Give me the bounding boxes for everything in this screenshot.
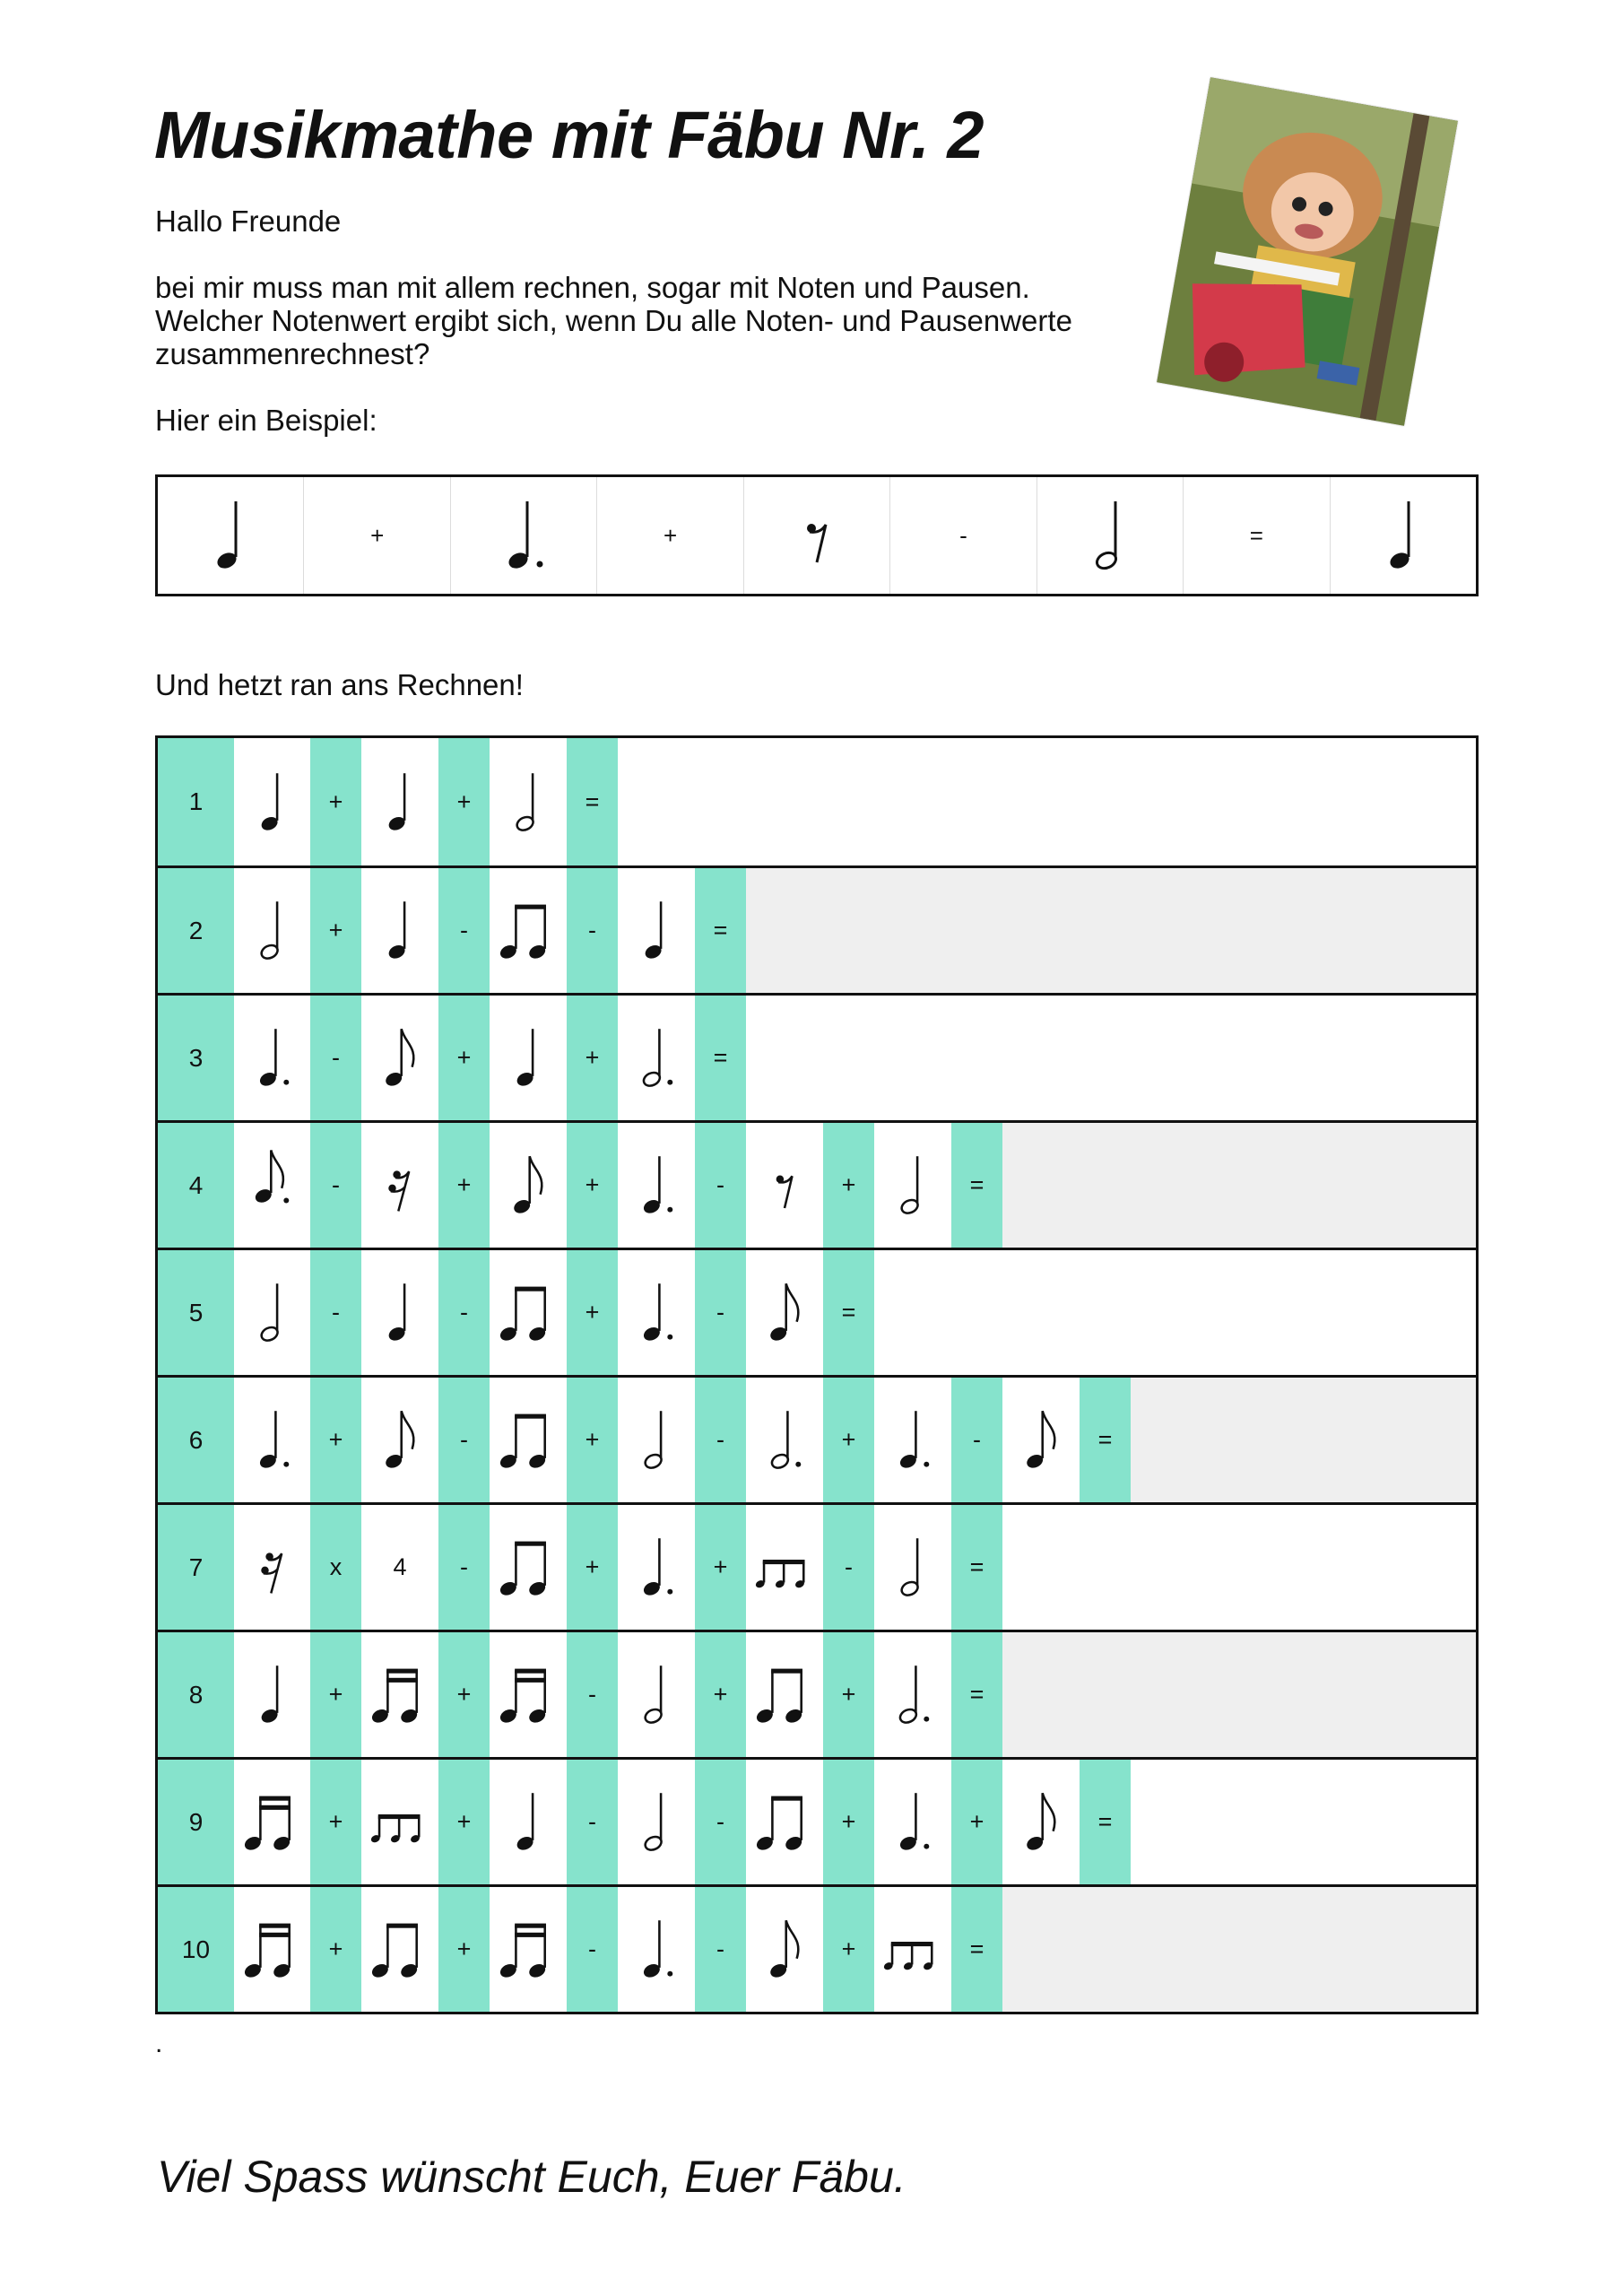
- row-number: 4: [158, 1123, 234, 1248]
- intro-line-3: zusammenrechnest?: [155, 337, 430, 370]
- half-note: [234, 1250, 310, 1375]
- minus-sign: -: [695, 1123, 746, 1248]
- triplet-3-note: [361, 1760, 438, 1884]
- row-number: 1: [158, 738, 234, 865]
- beamed-eighths-2-note: [361, 1887, 438, 2012]
- plus-sign: +: [951, 1760, 1002, 1884]
- beamed-sixteenths-2-note: [361, 1632, 438, 1757]
- minus-sign: -: [310, 1123, 361, 1248]
- eighth-note: [490, 1123, 567, 1248]
- greeting: Hallo Freunde: [155, 204, 342, 238]
- plus-sign: +: [310, 1378, 361, 1502]
- closing-line: Viel Spass wünscht Euch, Euer Fäbu.: [157, 2152, 906, 2202]
- dotted-quarter-note: [234, 1378, 310, 1502]
- row-number: 10: [158, 1887, 234, 2012]
- example-quarter-note: [158, 477, 304, 594]
- eighth-note: [746, 1887, 823, 2012]
- minus-sign: -: [567, 1760, 618, 1884]
- plus-sign: +: [695, 1505, 746, 1630]
- exercise-row-5: [158, 1248, 1476, 1375]
- plus-sign: +: [438, 1632, 490, 1757]
- times-sign: x: [310, 1505, 361, 1630]
- plus-sign: +: [310, 868, 361, 993]
- plus-sign: +: [438, 738, 490, 865]
- beamed-sixteenths-2-note: [234, 1760, 310, 1884]
- quarter-note: [234, 1632, 310, 1757]
- minus-sign: -: [823, 1505, 874, 1630]
- eighth-note: [1002, 1378, 1080, 1502]
- task-label: Und hetzt ran ans Rechnen!: [155, 668, 524, 701]
- beamed-eighths-2-note: [746, 1632, 823, 1757]
- minus-sign: -: [567, 1632, 618, 1757]
- intro-line-2: Welcher Notenwert ergibt sich, wenn Du alle Noten- und Pausenwerte: [155, 304, 1072, 337]
- equals-sign: =: [1080, 1378, 1131, 1502]
- example-plus-sign: [304, 477, 450, 594]
- plus-sign: +: [567, 1378, 618, 1502]
- answer-field[interactable]: [1131, 1378, 1476, 1502]
- half-note: [874, 1123, 951, 1248]
- row-number: 5: [158, 1250, 234, 1375]
- sixteenth-rest-note: [361, 1123, 438, 1248]
- dotted-quarter-note: [874, 1760, 951, 1884]
- minus-sign: -: [695, 1378, 746, 1502]
- dotted-quarter-note: [618, 1123, 695, 1248]
- example-plus-sign: [597, 477, 743, 594]
- minus-sign: -: [567, 1887, 618, 2012]
- beamed-sixteenths-2-note: [490, 1632, 567, 1757]
- example-label: Hier ein Beispiel:: [155, 404, 377, 437]
- minus-sign: -: [695, 1250, 746, 1375]
- plus-sign: +: [438, 1760, 490, 1884]
- quarter-note: [234, 738, 310, 865]
- answer-field[interactable]: [618, 738, 1476, 865]
- sixteenth-rest-note: [234, 1505, 310, 1630]
- quarter-note: [361, 868, 438, 993]
- dotted-half-note: [746, 1378, 823, 1502]
- eighth-note: [1002, 1760, 1080, 1884]
- equals-sign: =: [567, 738, 618, 865]
- dotted-half-note: [618, 996, 695, 1120]
- trailing-dot: .: [155, 2029, 163, 2058]
- plus-sign: +: [695, 1632, 746, 1757]
- row-number: 8: [158, 1632, 234, 1757]
- dotted-quarter-note: [618, 1887, 695, 2012]
- answer-field[interactable]: [746, 868, 1476, 993]
- minus-sign: -: [438, 868, 490, 993]
- half-note: [234, 868, 310, 993]
- row-number: 6: [158, 1378, 234, 1502]
- exercise-row-2: [158, 865, 1476, 993]
- eighth-note: [746, 1250, 823, 1375]
- plus-sign: +: [310, 738, 361, 865]
- answer-field[interactable]: [746, 996, 1476, 1120]
- dotted-quarter-note: [874, 1378, 951, 1502]
- plus-sign: +: [567, 1505, 618, 1630]
- dotted-quarter-note: [234, 996, 310, 1120]
- beamed-eighths-2-note: [490, 868, 567, 993]
- plus-sign: +: [310, 1760, 361, 1884]
- exercise-row-10: [158, 1884, 1476, 2012]
- half-note: [618, 1760, 695, 1884]
- plus-sign: +: [823, 1123, 874, 1248]
- beamed-sixteenths-2-note: [490, 1887, 567, 2012]
- exercise-row-9: [158, 1757, 1476, 1884]
- equals-sign: =: [951, 1887, 1002, 2012]
- eighth-note: [361, 996, 438, 1120]
- answer-field[interactable]: [874, 1250, 1476, 1375]
- exercise-row-6: [158, 1375, 1476, 1502]
- example-operator: -: [959, 521, 967, 549]
- quarter-note: [490, 996, 567, 1120]
- multiplier-number: 4: [361, 1505, 438, 1630]
- intro-line-1: bei mir muss man mit allem rechnen, sogar mit Noten und Pausen.: [155, 271, 1030, 304]
- minus-sign: -: [310, 996, 361, 1120]
- row-number: 3: [158, 996, 234, 1120]
- plus-sign: +: [567, 996, 618, 1120]
- plus-sign: +: [310, 1887, 361, 2012]
- beamed-eighths-2-note: [490, 1378, 567, 1502]
- example-quarter-note: [1331, 477, 1476, 594]
- dotted-quarter-note: [618, 1505, 695, 1630]
- exercise-grid: [155, 735, 1479, 2014]
- answer-field[interactable]: [1002, 1632, 1476, 1757]
- row-number: 7: [158, 1505, 234, 1630]
- plus-sign: +: [438, 1887, 490, 2012]
- triplet-3-note: [874, 1887, 951, 2012]
- row-number: 2: [158, 868, 234, 993]
- equals-sign: =: [823, 1250, 874, 1375]
- minus-sign: -: [695, 1760, 746, 1884]
- answer-field[interactable]: [1002, 1123, 1476, 1248]
- quarter-note: [490, 1760, 567, 1884]
- plus-sign: +: [823, 1760, 874, 1884]
- quarter-note: [361, 1250, 438, 1375]
- exercise-row-3: [158, 993, 1476, 1120]
- eighth-note: [361, 1378, 438, 1502]
- minus-sign: -: [438, 1378, 490, 1502]
- beamed-eighths-2-note: [490, 1250, 567, 1375]
- half-note: [490, 738, 567, 865]
- dotted-eighth-note: [234, 1123, 310, 1248]
- plus-sign: +: [823, 1632, 874, 1757]
- row-number: 9: [158, 1760, 234, 1884]
- minus-sign: -: [438, 1505, 490, 1630]
- triplet-3-note: [746, 1505, 823, 1630]
- answer-field[interactable]: [1131, 1760, 1476, 1884]
- beamed-eighths-2-note: [490, 1505, 567, 1630]
- plus-sign: +: [438, 1123, 490, 1248]
- puppet-photo: [1157, 77, 1458, 425]
- plus-sign: +: [567, 1250, 618, 1375]
- exercise-row-1: [158, 738, 1476, 865]
- eighth-rest-note: [746, 1123, 823, 1248]
- exercise-row-4: [158, 1120, 1476, 1248]
- plus-sign: +: [823, 1378, 874, 1502]
- dotted-quarter-note: [618, 1250, 695, 1375]
- beamed-eighths-2-note: [746, 1760, 823, 1884]
- equals-sign: =: [695, 996, 746, 1120]
- half-note: [874, 1505, 951, 1630]
- equals-sign: =: [951, 1505, 1002, 1630]
- example-operator: +: [663, 521, 678, 549]
- answer-field[interactable]: [1002, 1887, 1476, 2012]
- minus-sign: -: [951, 1378, 1002, 1502]
- example-equals-sign: [1184, 477, 1330, 594]
- minus-sign: -: [438, 1250, 490, 1375]
- minus-sign: -: [310, 1250, 361, 1375]
- example-equation: [155, 474, 1479, 596]
- quarter-note: [361, 738, 438, 865]
- plus-sign: +: [823, 1887, 874, 2012]
- equals-sign: =: [951, 1123, 1002, 1248]
- example-dotted-quarter-note: [451, 477, 597, 594]
- plus-sign: +: [310, 1632, 361, 1757]
- example-operator: +: [370, 521, 385, 549]
- plus-sign: +: [567, 1123, 618, 1248]
- plus-sign: +: [438, 996, 490, 1120]
- minus-sign: -: [567, 868, 618, 993]
- example-operator: =: [1249, 521, 1263, 549]
- beamed-sixteenths-2-note: [234, 1887, 310, 2012]
- equals-sign: =: [695, 868, 746, 993]
- half-note: [618, 1378, 695, 1502]
- page-title: Musikmathe mit Fäbu Nr. 2: [154, 98, 984, 172]
- equals-sign: =: [1080, 1760, 1131, 1884]
- example-minus-sign: [890, 477, 1037, 594]
- minus-sign: -: [695, 1887, 746, 2012]
- half-note: [618, 1632, 695, 1757]
- answer-field[interactable]: [1002, 1505, 1476, 1630]
- equals-sign: =: [951, 1632, 1002, 1757]
- exercise-row-8: [158, 1630, 1476, 1757]
- quarter-note: [618, 868, 695, 993]
- example-eighth-rest-note: [744, 477, 890, 594]
- exercise-row-7: [158, 1502, 1476, 1630]
- dotted-half-note: [874, 1632, 951, 1757]
- example-half-note: [1037, 477, 1184, 594]
